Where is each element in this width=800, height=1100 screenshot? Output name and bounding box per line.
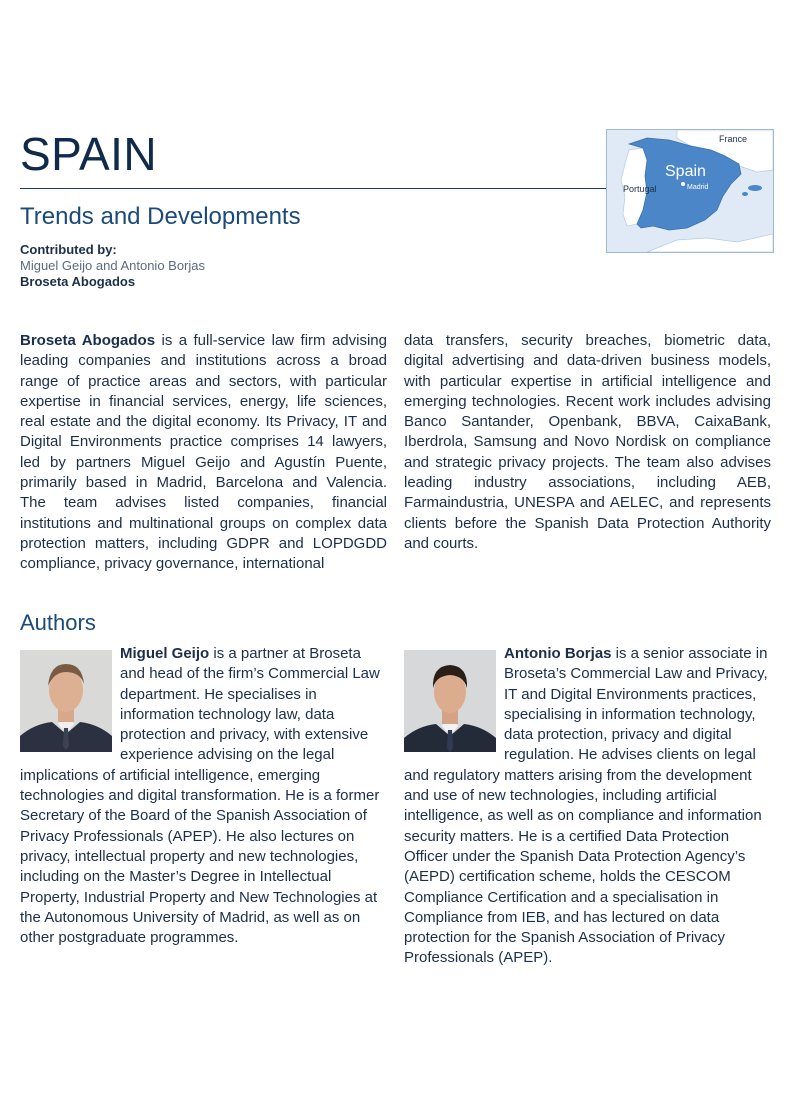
map-label-madrid: Madrid <box>687 184 709 191</box>
contributor-firm: Broseta Abogados <box>20 274 136 289</box>
page-subtitle: Trends and Developments <box>20 203 301 230</box>
author-photo-borjas <box>404 650 496 752</box>
contributed-by-label: Contributed by: <box>20 242 117 257</box>
intro-column-left <box>20 331 387 575</box>
map-label-spain: Spain <box>665 163 706 180</box>
contributor-names: Miguel Geijo and Antonio Borjas <box>20 258 206 273</box>
intro-text-right: data transfers, security breaches, biometric data, digital advertising and data-driven business models, with particular expertise in artificial intelligence and emerging technologies. Recent work includes advising Banco Santander, Openbank, BBVA, CaixaBank, Iberdrola, Samsung and Novo Nordisk on compliance and strategic privacy projects. The team also advises leading industry associations, including AEB, Farmaindustria, UNESPA and AELEC, and represents clients before the Spanish Data Protection Authority and courts. <box>404 332 771 552</box>
author-name-geijo: Miguel Geijo <box>120 645 210 662</box>
spain-map-graphic <box>607 130 773 252</box>
intro-firm-name: Broseta Abogados <box>20 332 156 349</box>
map-label-france: France <box>719 134 748 144</box>
author-bio-geijo: is a partner at Broseta and head of the firm’s Commercial Law department. He specialises in information technology law, data protection and privacy, with extensive experience advising on the legal implications of artificial intelligence, emerging technologies and digital transformation. He is a former Secretary of the Board of the Spanish Association of Privacy Professionals (APEP). He also lectures on privacy, intellectual property and new technologies, including on the Master’s Degree in Intellectual Property, Industrial Property and New Technologies at the Autonomous University of Madrid, as well as on other postgraduate programmes. <box>20 645 380 947</box>
author-name-borjas: Antonio Borjas <box>504 645 612 662</box>
author-card-geijo <box>20 644 387 948</box>
author-bio-borjas: is a senior associate in Broseta’s Commercial Law and Privacy, IT and Digital Environments practices, specialising in information technology, data protection, privacy and digital regulation. He advises clients on legal and regulatory matters arising from the development and use of new technologies, including artificial intelligence, as well as on compliance and information security matters. He is a certified Data Protection Officer under the Spanish Data Protection Agency’s (AEPD) certification scheme, holds the CESCOM Compliance Certification and a specialisation in Compliance from IEB, and has lectured on data protection for the Spanish Association of Privacy Professionals (APEP). <box>404 645 768 967</box>
author-photo-geijo <box>20 650 112 752</box>
author-card-borjas <box>404 644 771 969</box>
intro-column-right <box>404 331 771 554</box>
map-label-portugal: Portugal <box>623 184 657 194</box>
contributors-block <box>20 242 205 290</box>
title-divider <box>20 188 608 189</box>
spain-map <box>606 129 774 253</box>
authors-heading: Authors <box>20 610 96 635</box>
page-title: SPAIN <box>20 128 158 180</box>
intro-text-left: is a full-service law firm advising leading companies and institutions across a broad range of practice areas and sectors, with particular expertise in financial services, energy, life sciences, real estate and the digital economy. Its Privacy, IT and Digital Environments practice comprises 14 lawyers, led by partners Miguel Geijo and Agustín Puente, primarily based in Madrid, Barcelona and Valencia. The team advises listed companies, financial institutions and multinational groups on complex data protection matters, including GDPR and LOPDGDD compliance, privacy governance, international <box>20 332 387 573</box>
